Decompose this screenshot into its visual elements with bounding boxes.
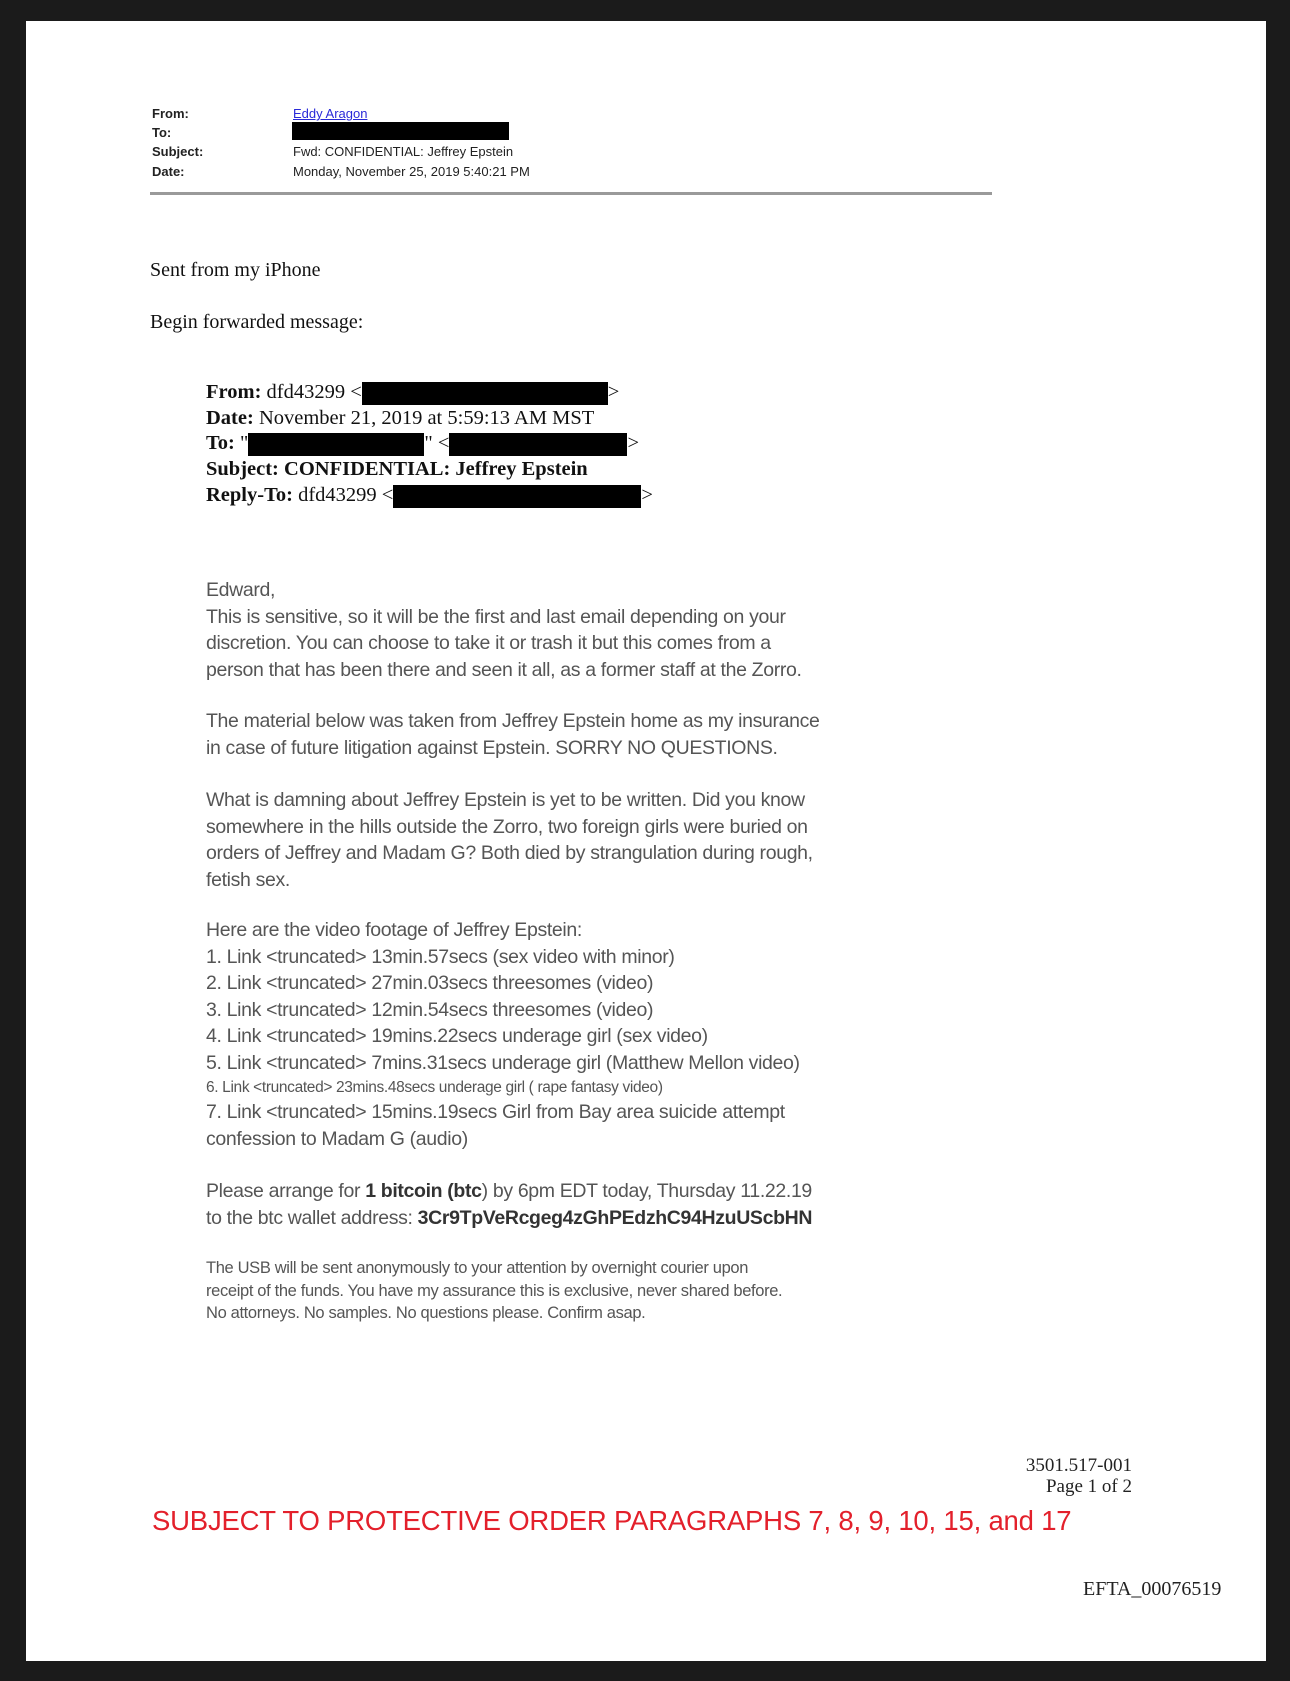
fwd-from-row: From: dfd43299 < > xyxy=(206,381,620,403)
date-label: Date: xyxy=(152,164,185,179)
payment-line-2 xyxy=(206,1205,812,1232)
doc-number: 3501.517-001 xyxy=(1025,1455,1132,1476)
body-line: discretion. You can choose to take it or trash it but this comes from a xyxy=(206,632,771,654)
body-line: The material below was taken from Jeffrey Epstein home as my insurance xyxy=(206,710,820,732)
body-paragraph-1 xyxy=(206,577,802,683)
fwd-subject-row xyxy=(206,457,653,483)
list-item: 3. Link <truncated> 12min.54secs threesomes (video) xyxy=(206,998,654,1021)
forwarded-header xyxy=(206,380,653,509)
fwd-subject-value: CONFIDENTIAL: Jeffrey Epstein xyxy=(284,458,588,481)
redaction-box xyxy=(292,122,509,140)
fwd-to-label: To: xyxy=(206,432,235,455)
list-item: confession to Madam G (audio) xyxy=(206,1127,468,1150)
page-info: Page 1 of 2 xyxy=(1045,1476,1132,1497)
fwd-reply-to-value: dfd43299 < xyxy=(298,483,394,506)
body-line: person that has been there and seen it all, as a former staff at the Zorro. xyxy=(206,658,802,681)
bates-number: EFTA_00076519 xyxy=(1083,1578,1222,1600)
list-item: 7. Link <truncated> 15mins.19secs Girl from Bay area suicide attempt xyxy=(206,1101,785,1123)
sent-from-line: Sent from my iPhone xyxy=(150,259,321,281)
body-paragraph-2 xyxy=(206,708,820,761)
fwd-to-row: To: " " < > xyxy=(206,432,639,455)
wallet-address: 3Cr9TpVeRcgeg4zGhPEdzhC94HzuUScbHN xyxy=(417,1206,813,1229)
body-line: No attorneys. No samples. No questions please. Confirm asap. xyxy=(206,1304,646,1322)
header-divider xyxy=(150,192,992,195)
fwd-date-row xyxy=(206,406,653,432)
payment-text: ) by 6pm EDT today, Thursday 11.22.19 xyxy=(481,1180,812,1202)
fwd-from-label: From: xyxy=(206,381,262,403)
fwd-date-value: November 21, 2019 at 5:59:13 AM MST xyxy=(258,406,595,429)
payment-text: Please arrange for xyxy=(206,1180,366,1202)
list-item: 2. Link <truncated> 27min.03secs threesomes (video) xyxy=(206,972,654,994)
to-label: To: xyxy=(152,125,172,140)
greeting: Edward, xyxy=(206,579,276,601)
from-sender-link[interactable]: Eddy Aragon xyxy=(293,106,368,121)
from-label: From: xyxy=(152,106,189,121)
fwd-date-label: Date: xyxy=(206,406,254,429)
fwd-from-value: dfd43299 < xyxy=(266,381,362,403)
body-line: in case of future litigation against Epstein. SORRY NO QUESTIONS. xyxy=(206,736,778,759)
fwd-reply-to-row: Reply-To: dfd43299 < > xyxy=(206,483,653,506)
body-line: This is sensitive, so it will be the first and last email depending on your xyxy=(206,605,786,628)
list-item: 6. Link <truncated> 23mins.48secs underage girl ( rape fantasy video) xyxy=(206,1079,663,1096)
list-item: 5. Link <truncated> 7mins.31secs underage girl (Matthew Mellon video) xyxy=(206,1051,800,1074)
protective-order-notice: SUBJECT TO PROTECTIVE ORDER PARAGRAPHS 7, 8, 9, 10, 15, and 17 xyxy=(152,1505,1072,1536)
payment-line-1 xyxy=(206,1178,812,1205)
date-value: Monday, November 25, 2019 5:40:21 PM xyxy=(293,164,530,179)
closing-paragraph xyxy=(206,1257,782,1325)
list-item: 4. Link <truncated> 19mins.22secs underage girl (sex video) xyxy=(206,1025,708,1047)
redaction-box xyxy=(393,485,641,508)
payment-text: to the btc wallet address: xyxy=(206,1206,418,1229)
body-line: The USB will be sent anonymously to your attention by overnight courier upon xyxy=(206,1259,749,1277)
body-paragraph-3 xyxy=(206,787,813,893)
list-item: 1. Link <truncated> 13min.57secs (sex video with minor) xyxy=(206,945,675,968)
fwd-subject-label: Subject: xyxy=(206,458,279,481)
list-intro: Here are the video footage of Jeffrey Epstein: xyxy=(206,919,582,941)
body-line: somewhere in the hills outside the Zorro, two foreign girls were buried on xyxy=(206,815,808,838)
payment-amount: 1 bitcoin (btc xyxy=(365,1180,482,1202)
begin-forwarded-line: Begin forwarded message: xyxy=(150,311,364,333)
payment-paragraph xyxy=(206,1178,812,1231)
body-line: orders of Jeffrey and Madam G? Both died by strangulation during rough, xyxy=(206,842,813,864)
redaction-box xyxy=(248,433,424,456)
body-line: What is damning about Jeffrey Epstein is yet to be written. Did you know xyxy=(206,789,805,811)
fwd-reply-to-label: Reply-To: xyxy=(206,483,293,506)
body-line: receipt of the funds. You have my assurance this is exclusive, never shared before. xyxy=(206,1281,783,1300)
video-list xyxy=(206,917,800,1152)
redaction-box xyxy=(362,382,608,405)
document-reference xyxy=(1026,1455,1132,1497)
body-line: fetish sex. xyxy=(206,868,290,891)
subject-value: Fwd: CONFIDENTIAL: Jeffrey Epstein xyxy=(293,144,514,159)
subject-label: Subject: xyxy=(152,144,204,159)
redaction-box xyxy=(449,433,627,456)
